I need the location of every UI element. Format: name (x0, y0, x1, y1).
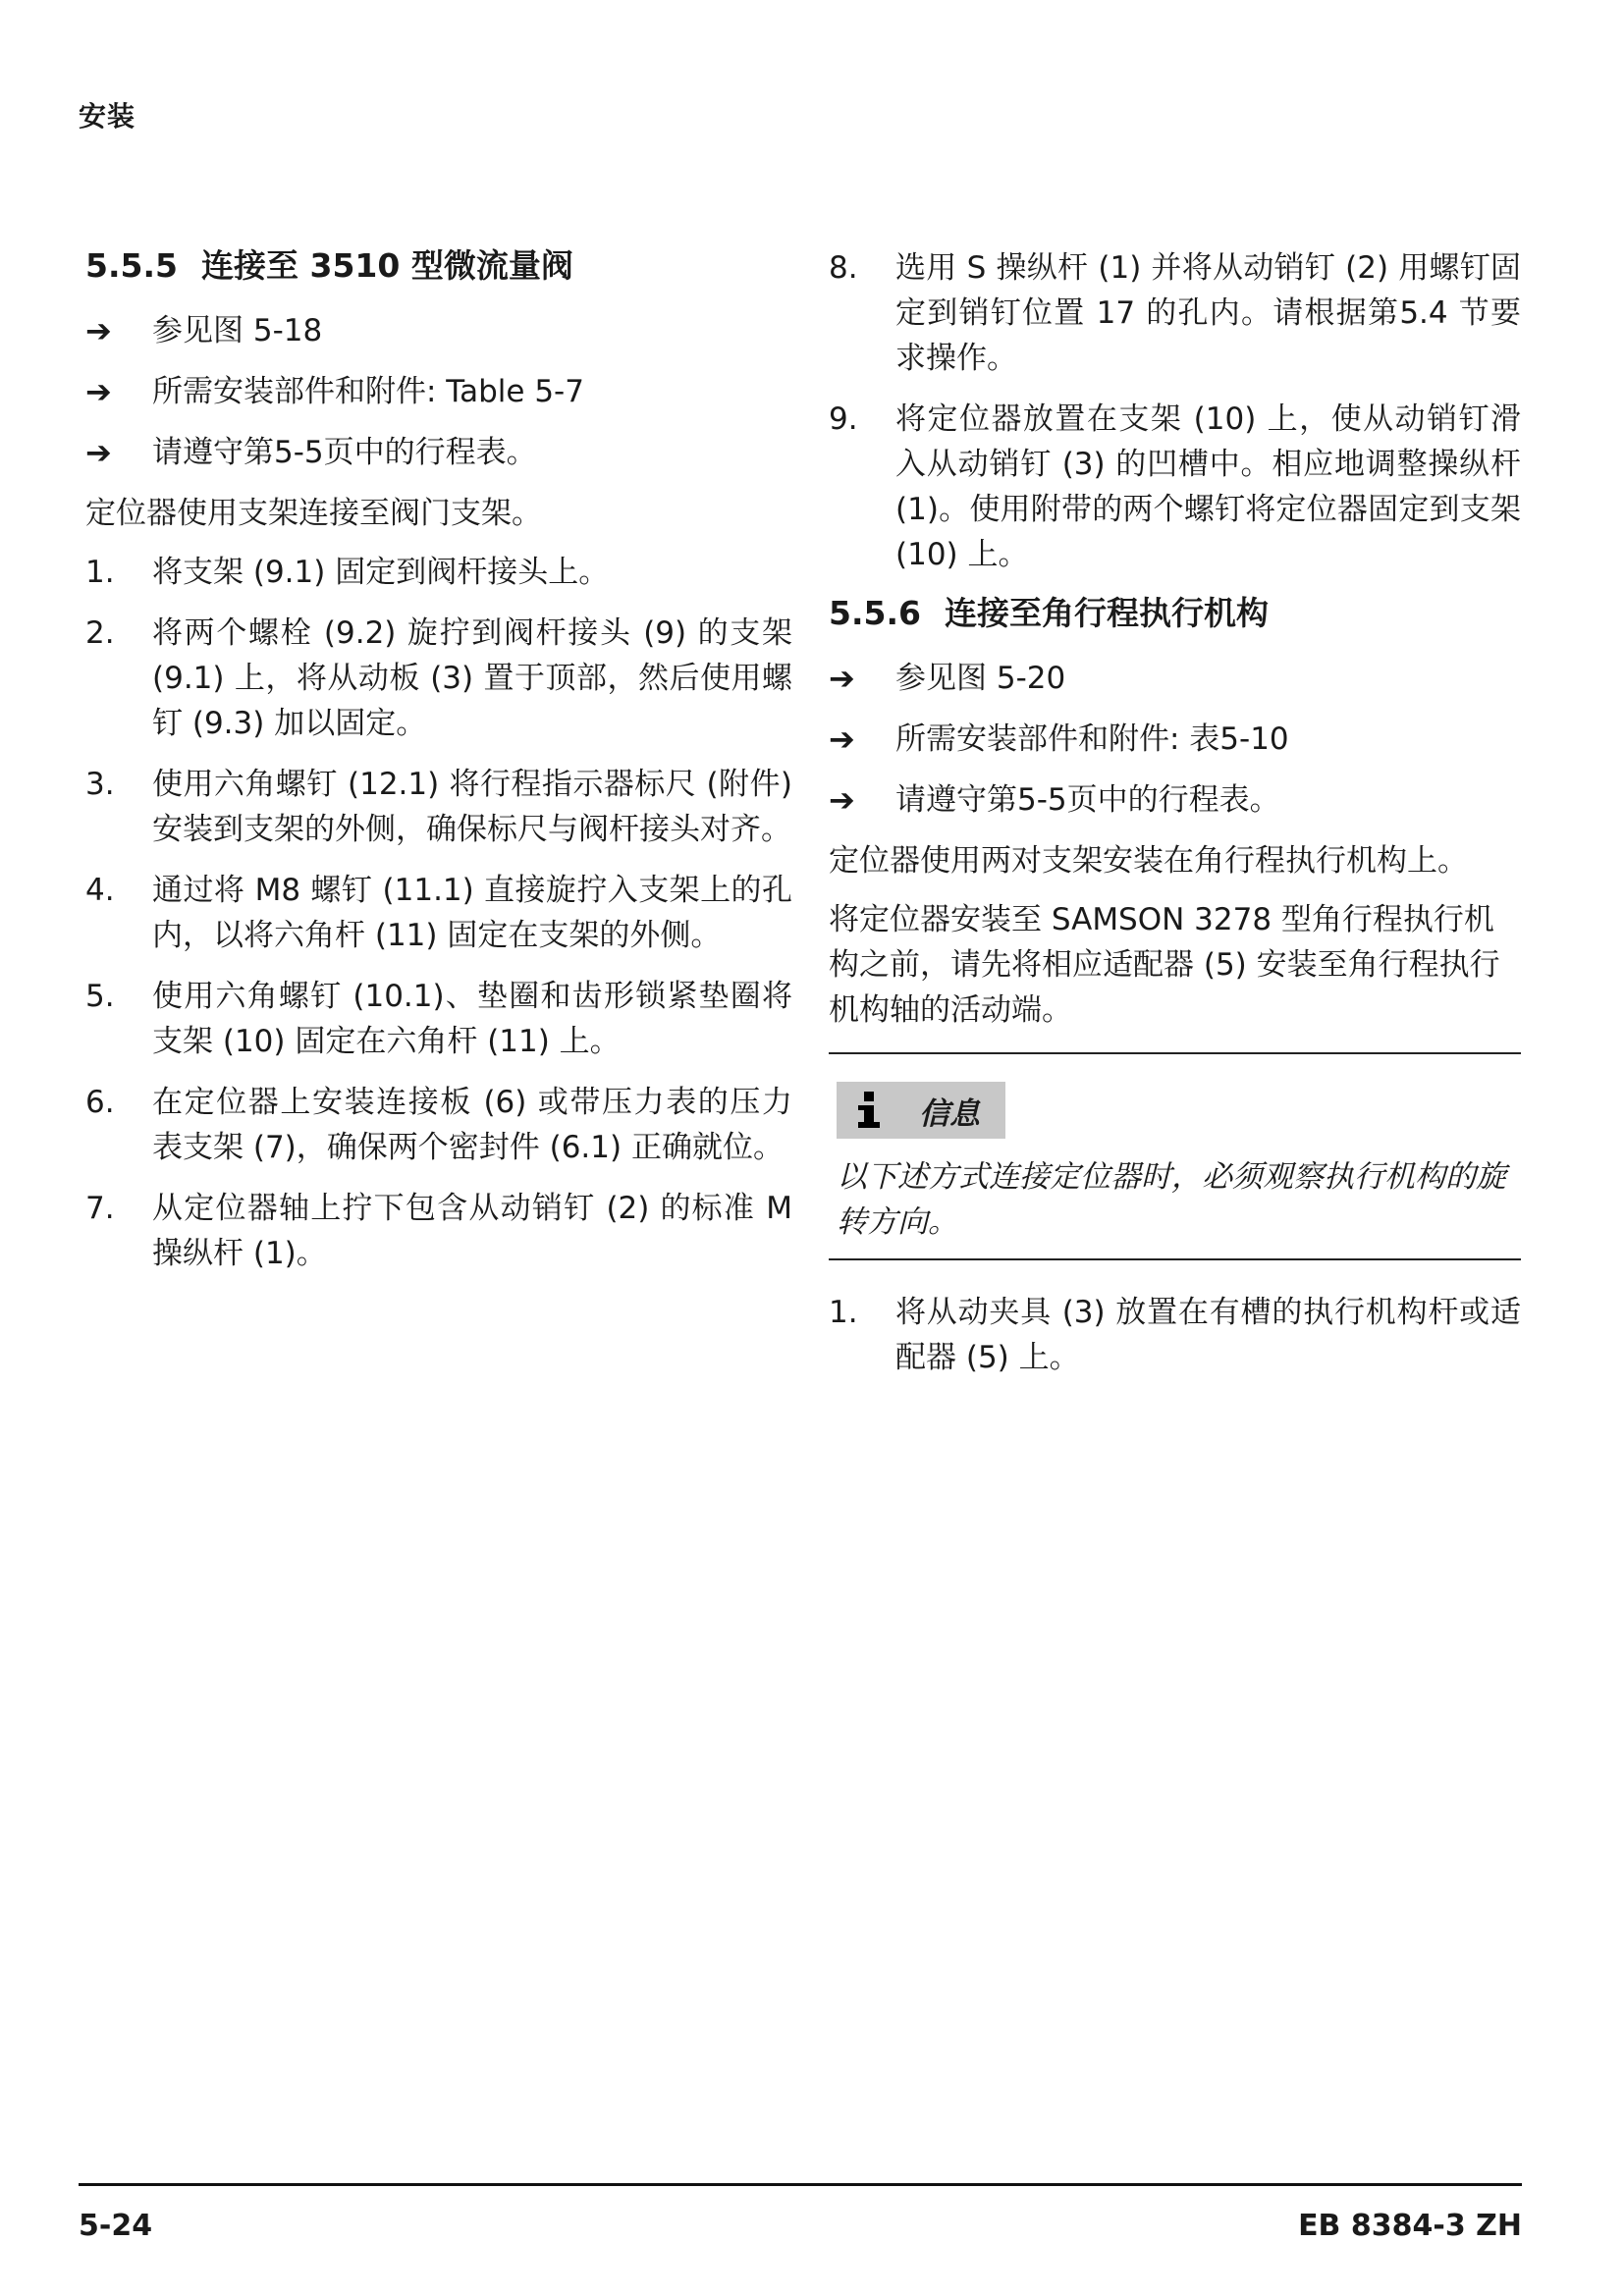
info-icon (858, 1092, 880, 1129)
arrow-icon: ➔ (829, 660, 855, 697)
step-text: 选用 S 操纵杆 (1) 并将从动销钉 (2) 用螺钉固定到销钉位置 17 的孔内。请根据第5.4 节要求操作。 (895, 250, 1521, 376)
section-heading: 连接至角行程执行机构 (945, 594, 1269, 632)
step-text: 将从动夹具 (3) 放置在有槽的执行机构杆或适配器 (5) 上。 (895, 1295, 1521, 1375)
arrow-text: 参见图 5-20 (895, 661, 1066, 696)
arrow-text: 请遵守第5-5页中的行程表。 (152, 435, 537, 470)
step-text: 将两个螺栓 (9.2) 旋拧到阀杆接头 (9) 的支架 (9.1) 上，将从动板 (3) 置于顶部，然后使用螺钉 (9.3) 加以固定。 (152, 615, 792, 741)
step-item (85, 1186, 792, 1276)
arrow-item (85, 430, 792, 475)
info-text: 以下述方式连接定位器时，必须观察执行机构的旋转方向。 (837, 1159, 1506, 1240)
document-id: EB 8384-3 ZH (1298, 2209, 1522, 2243)
footer-divider (79, 2183, 1522, 2186)
arrow-text: 请遵守第5-5页中的行程表。 (895, 782, 1280, 818)
section-title-556 (829, 593, 1521, 634)
arrow-item (829, 656, 1521, 701)
arrow-item (85, 308, 792, 353)
section-title-555 (85, 245, 792, 287)
step-number: 8. (829, 250, 858, 286)
step-text: 使用六角螺钉 (10.1)、垫圈和齿形锁紧垫圈将支架 (10) 固定在六角杆 (11) 上。 (152, 979, 792, 1059)
info-divider-bottom (829, 1258, 1521, 1260)
step-number: 9. (829, 401, 858, 437)
arrow-text: 参见图 5-18 (152, 313, 323, 348)
info-divider-top (829, 1052, 1521, 1054)
arrow-text: 所需安装部件和附件: Table 5-7 (152, 374, 584, 409)
step-item (85, 762, 792, 852)
step-item (829, 397, 1521, 577)
page-number: 5-24 (79, 2209, 153, 2243)
arrow-item (85, 369, 792, 414)
info-label: 信息 (919, 1095, 980, 1132)
step-text: 通过将 M8 螺钉 (11.1) 直接旋拧入支架上的孔内，以将六角杆 (11) 固定在支架的外侧。 (152, 873, 792, 953)
step-number: 1. (85, 555, 115, 590)
section-number: 5.5.6 (829, 594, 921, 632)
step-number: 4. (85, 873, 115, 908)
arrow-text: 所需安装部件和附件: 表5-10 (895, 721, 1289, 757)
step-text: 在定位器上安装连接板 (6) 或带压力表的压力表支架 (7)，确保两个密封件 (6.1) 正确就位。 (152, 1085, 792, 1165)
section-heading: 连接至 3510 型微流量阀 (201, 246, 573, 285)
arrow-icon: ➔ (829, 781, 855, 819)
paragraph: 定位器使用两对支架安装在角行程执行机构上。 (829, 843, 1468, 879)
running-header: 安装 (79, 100, 136, 133)
arrow-item (829, 717, 1521, 762)
step-number: 5. (85, 979, 115, 1014)
arrow-icon: ➔ (829, 721, 855, 758)
step-text: 将支架 (9.1) 固定到阀杆接头上。 (152, 555, 610, 590)
step-number: 1. (829, 1295, 858, 1330)
right-column (829, 245, 1521, 1396)
intro-paragraph: 定位器使用支架连接至阀门支架。 (85, 496, 542, 531)
step-number: 7. (85, 1191, 115, 1226)
arrow-item (829, 777, 1521, 823)
step-item (85, 611, 792, 746)
step-text: 使用六角螺钉 (12.1) 将行程指示器标尺 (附件) 安装到支架的外侧，确保标尺与阀杆接头对齐。 (152, 767, 792, 847)
arrow-icon: ➔ (85, 373, 112, 410)
step-number: 3. (85, 767, 115, 802)
arrow-icon: ➔ (85, 434, 112, 471)
step-item (85, 868, 792, 958)
step-item (829, 1290, 1521, 1380)
info-badge (837, 1082, 1005, 1139)
step-number: 6. (85, 1085, 115, 1120)
section-number: 5.5.5 (85, 246, 178, 285)
left-column (85, 245, 792, 1292)
step-item (829, 245, 1521, 381)
step-item (85, 550, 792, 595)
arrow-icon: ➔ (85, 312, 112, 349)
step-item (85, 974, 792, 1064)
step-text: 从定位器轴上拧下包含从动销钉 (2) 的标准 M 操纵杆 (1)。 (152, 1191, 792, 1271)
paragraph: 将定位器安装至 SAMSON 3278 型角行程执行机构之前，请先将相应适配器 (5) 安装至角行程执行机构轴的活动端。 (829, 902, 1500, 1028)
step-number: 2. (85, 615, 115, 651)
step-item (85, 1080, 792, 1170)
step-text: 将定位器放置在支架 (10) 上，使从动销钉滑入从动销钉 (3) 的凹槽中。相应地调整操纵杆 (1)。使用附带的两个螺钉将定位器固定到支架 (10) 上。 (895, 401, 1521, 572)
